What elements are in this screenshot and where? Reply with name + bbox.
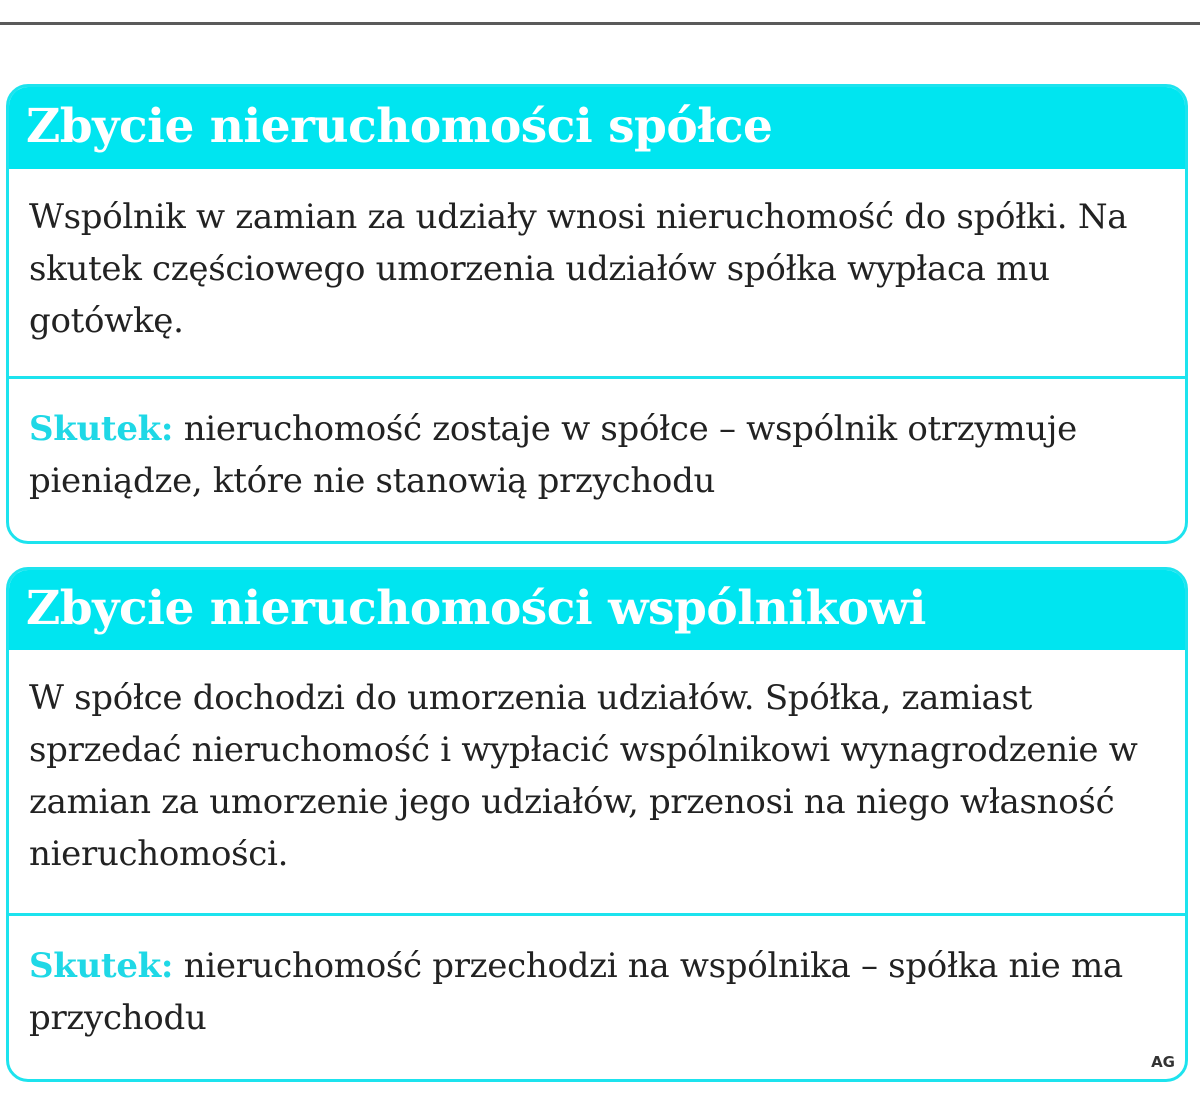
card-description: Wspólnik w zamian za udziały wnosi nieruchomość do spółki. Na skutek częściowego umorzenia udziałów spółka wypłaca mu gotówkę. [29,197,1128,341]
card-title: Zbycie nieruchomości wspólnikowi [9,570,1185,650]
card-description: W spółce dochodzi do umorzenia udziałów. Spółka, zamiast sprzedać nieruchomość i wypłacić wspólnikowi wynagrodzenie w zamian za umorzenie jego udziałów, przenosi na niego własność nieruchomości. [29,678,1138,874]
effect-label: Skutek: [29,946,174,986]
effect-label: Skutek: [29,409,174,449]
card-title: Zbycie nieruchomości spółce [9,87,1185,169]
effect-text: nieruchomość zostaje w spółce – wspólnik otrzymuje pieniądze, które nie stanowią przychodu [29,409,1077,501]
card-effect [9,379,1185,507]
author-credit: AG [1151,1053,1175,1071]
card-sale-to-company [6,84,1188,544]
card-effect [9,916,1185,1044]
card-sale-to-shareholder [6,567,1188,1082]
effect-text: nieruchomość przechodzi na wspólnika – spółka nie ma przychodu [29,946,1123,1038]
top-rule [0,22,1200,25]
